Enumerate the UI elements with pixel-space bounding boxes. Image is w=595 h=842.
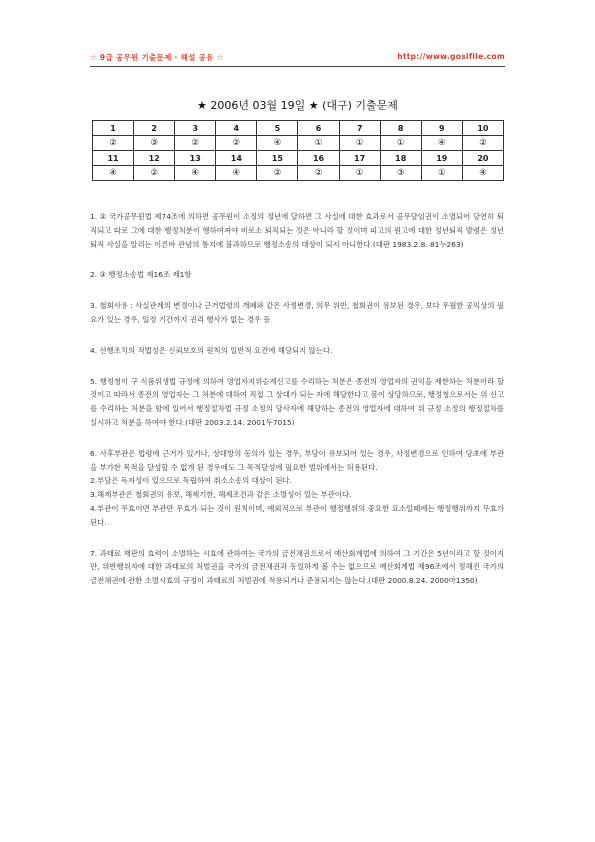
header-left-text: ☆ 9급 공무원 기출문제 · 해설 공유 ☆	[90, 53, 224, 62]
answer-table-row	[93, 121, 504, 136]
explanation-paragraph: 2. ③ 행정소송법 제16조 제1항	[90, 270, 192, 280]
question-number-cell: 6	[298, 121, 339, 136]
header-divider	[90, 66, 505, 67]
answer-cell: ②	[175, 136, 216, 151]
explanation-paragraph: 4. 선행조치의 적법성은 신뢰보호의 원칙의 일반적 요건에 해당되지 않는다.	[90, 345, 333, 355]
explanation-paragraph: 3.해제부관은 철회권의 유보, 해제기한, 해제조건과 같은 소멸성이 있는 부관이다.	[90, 490, 352, 500]
header-url-link[interactable]: http://www.gosifile.com	[397, 52, 505, 61]
answer-cell: ②	[298, 166, 339, 181]
question-number-cell: 11	[93, 151, 134, 166]
answer-cell: ②	[134, 166, 175, 181]
explanation-paragraph: 6. 사후부관은 법령에 근거가 있거나, 상대방의 동의가 있는 경우, 부담이 유보되어 있는 경우, 사정변경으로 인하여 당초에 부관을 부가한 목적을 달성할 수 없게 된 경우에도 그 목적달성에 필요한 범위에서는 허용된다.	[90, 448, 504, 472]
question-number-cell: 15	[257, 151, 298, 166]
answer-cell: ①	[380, 136, 421, 151]
explanation-body	[90, 210, 504, 588]
answer-cell: ④	[175, 166, 216, 181]
question-number-cell: 19	[421, 151, 462, 166]
answer-table-row	[93, 151, 504, 166]
question-number-cell: 3	[175, 121, 216, 136]
answer-cell: ②	[93, 136, 134, 151]
answer-table-row	[93, 166, 504, 181]
page-title: ★ 2006년 03월 19일 ★ (대구) 기출문제	[197, 99, 398, 112]
explanation-paragraph: 4.부관이 무효이면 부관만 무효가 되는 것이 원칙이며, 예외적으로 부관이 행정행위의 중요한 요소일때에는 행정행위까지 무효가 된다.	[90, 503, 504, 527]
explanation-paragraph: 2.부담은 독자성이 있으므로 독립하여 취소소송의 대상이 된다.	[90, 476, 292, 486]
question-number-cell: 2	[134, 121, 175, 136]
answer-cell: ④	[257, 136, 298, 151]
explanation-paragraph: 7. 과태료 재판의 효력이 소멸하는 시효에 관하여는 국가의 금전채권으로서 예산회계법에 의하여 그 기간은 5년이라고 할 것이지만, 위반행위자에 대한 과태료의 처벌권을 국가의 금전채권과 동일하게 볼 수는 없으므로 예산회계법 제96조에서 정해진 국가의 금전채권에 관한 소멸시효의 규정이 과태료의 처벌권에 적용되거나 준용되지는 않는다.(대판 2000.8.24. 2000마1350)	[90, 548, 504, 586]
question-number-cell: 8	[380, 121, 421, 136]
answer-cell: ③	[134, 136, 175, 151]
question-number-cell: 17	[339, 151, 380, 166]
answer-cell: ④	[462, 166, 503, 181]
question-number-cell: 4	[216, 121, 257, 136]
question-number-cell: 14	[216, 151, 257, 166]
explanation-paragraph: 1. ② 국가공무원법 제74조에 의하면 공무원이 소정의 정년에 달하면 그 사실에 대한 효과로서 공무담임권이 소멸되어 당연히 퇴직되고 따로 그에 대한 행정처분이 행하여져야 비로소 퇴직되는 것은 아니라 할 것이며 피고의 원고에 대한 정년퇴직 발령은 정년퇴직 사실을 알리는 이른바 관념의 통지에 불과하므로 행정소송의 대상이 되지 아니한다.(대판 1983.2.8. 81누263)	[90, 212, 504, 249]
answer-cell: ②	[257, 166, 298, 181]
answer-table-row	[93, 136, 504, 151]
question-number-cell: 5	[257, 121, 298, 136]
answer-cell: ②	[462, 136, 503, 151]
question-number-cell: 12	[134, 151, 175, 166]
question-number-cell: 9	[421, 121, 462, 136]
explanation-paragraph: 3. 철회사유 : 사실관계의 변경이나 근거법령의 개폐와 같은 사정변경, 의무 위반, 철회권이 유보된 경우, 보다 우월한 공익상의 필요가 있는 경우, 일정 기간까지 권리 행사가 없는 경우 등	[90, 301, 504, 324]
answer-cell: ④	[421, 136, 462, 151]
question-number-cell: 16	[298, 151, 339, 166]
answer-cell: ③	[380, 166, 421, 181]
answer-cell: ①	[339, 166, 380, 181]
question-number-cell: 10	[462, 121, 503, 136]
answer-cell: ④	[93, 166, 134, 181]
answer-cell: ②	[216, 136, 257, 151]
question-number-cell: 13	[175, 151, 216, 166]
answer-cell: ④	[216, 166, 257, 181]
answer-cell: ①	[421, 166, 462, 181]
answer-cell: ①	[298, 136, 339, 151]
question-number-cell: 1	[93, 121, 134, 136]
explanation-paragraph: 5. 행정청이 구 식품위생법 규정에 의하여 영업자지위승계신고를 수리하는 처분은 종전의 영업자의 권익을 제한하는 처분이라 할 것이고 따라서 종전의 영업자는 그 처분에 대하여 직접 그 상대가 되는 자에 해당한다고 봄이 상당하므로, 행정청으로서는 위 신고를 수리하는 처분을 함에 있어서 행정절차법 규정 소정의 당사자에 해당하는 종전의 영업자에 대하여 위 규정 소정의 행정절차를 실시하고 처분을 하여야 한다.(대판 2003.2.14. 2001두7015)	[90, 376, 504, 427]
page-header	[90, 52, 505, 63]
question-number-cell: 20	[462, 151, 503, 166]
question-number-cell: 18	[380, 151, 421, 166]
question-number-cell: 7	[339, 121, 380, 136]
answer-table	[92, 120, 504, 181]
answer-cell: ①	[339, 136, 380, 151]
